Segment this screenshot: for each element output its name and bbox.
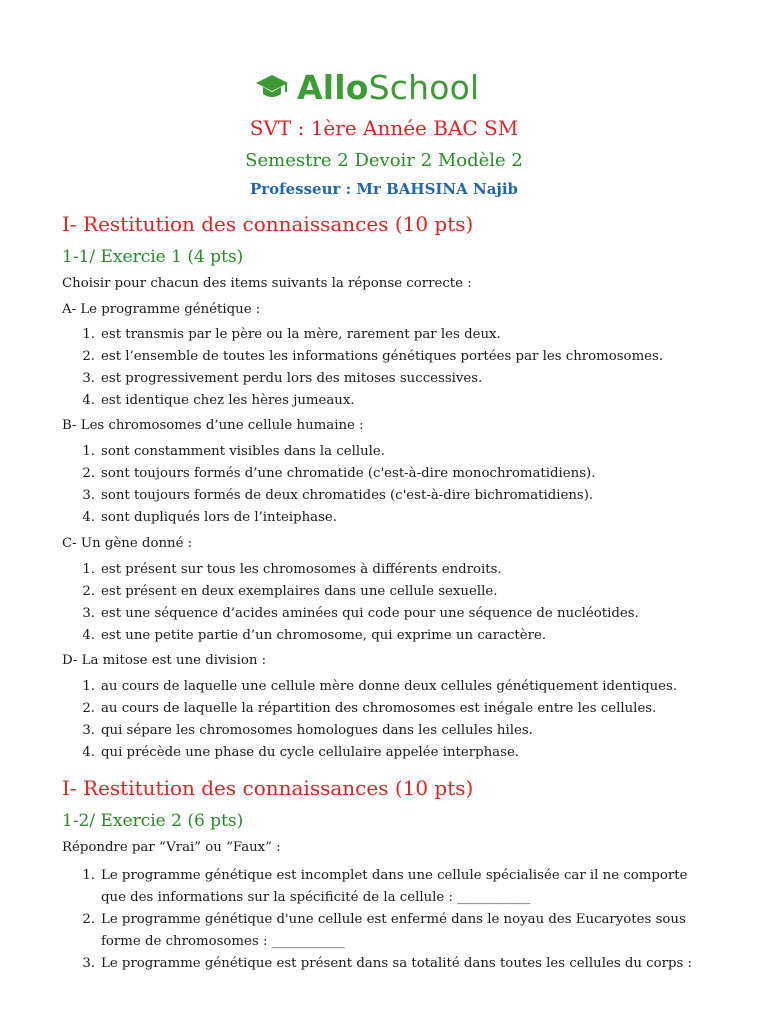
list-item: 2. sont toujours formés d’une chromatide (c'est-à-dire monochromatidiens). [82,466,596,481]
section-heading: I- Restitution des connaissances (10 pts) [62,212,474,236]
list-item: 1. est présent sur tous les chromosomes à différents endroits. [82,562,502,577]
list-item: 1. Le programme génétique est incomplet dans une cellule spécialisée car il ne comporte que des informations sur la spécificité de la cellule : ___________ [82,868,688,905]
options-list [62,441,722,529]
question-prompt: D- La mitose est une division : [62,653,267,668]
instruction-text: Répondre par “Vrai” ou “Faux” : [62,840,281,855]
professor-name: Professeur : Mr BAHSINA Najib [249,180,519,198]
list-item: 3. est progressivement perdu lors des mitoses successives. [82,371,483,386]
alloschool-logo[interactable] [255,64,479,110]
options-list [62,676,722,764]
true-false-list [62,865,722,975]
section-heading: I- Restitution des connaissances (10 pts) [62,776,474,800]
list-item: 2. est présent en deux exemplaires dans une cellule sexuelle. [82,584,498,599]
options-list [62,559,722,647]
brand-name: AlloSchool [297,67,480,107]
question-prompt: B- Les chromosomes d’une cellule humaine : [62,418,364,433]
exercise-title: 1-1/ Exercie 1 (4 pts) [62,247,244,267]
list-item: 2. Le programme génétique d'une cellule est enfermé dans le noyau des Eucaryotes sous forme de chromosomes : ___________ [82,912,686,949]
list-item: 1. sont constamment visibles dans la cellule. [82,444,386,459]
list-item: 1. est transmis par le père ou la mère, rarement par les deux. [82,327,501,342]
question-prompt: A- Le programme génétique : [62,302,261,317]
document-title: SVT : 1ère Année BAC SM [249,116,519,140]
options-list [62,324,722,412]
list-item: 4. sont dupliqués lors de l’inteiphase. [82,510,338,525]
list-item: 3. est une séquence d’acides aminées qui code pour une séquence de nucléotides. [82,606,639,621]
instruction-text: Choisir pour chacun des items suivants la réponse correcte : [62,276,472,291]
list-item: 1. au cours de laquelle une cellule mère donne deux cellules génétiquement identiques. [82,679,678,694]
question-prompt: C- Un gène donné : [62,536,193,551]
list-item: 2. au cours de laquelle la répartition des chromosomes est inégale entre les cellules. [82,701,657,716]
list-item: 3. Le programme génétique est présent dans sa totalité dans toutes les cellules du corps : [82,956,693,971]
list-item: 3. qui sépare les chromosomes homologues dans les cellules hiles. [82,723,533,738]
list-item: 3. sont toujours formés de deux chromatides (c'est-à-dire bichromatidiens). [82,488,594,503]
list-item: 4. qui précède une phase du cycle cellulaire appelée interphase. [82,745,520,760]
graduation-cap-icon [255,72,289,102]
list-item: 2. est l’ensemble de toutes les informations génétiques portées par les chromosomes. [82,349,664,364]
list-item: 4. est identique chez les hères jumeaux. [82,393,355,408]
document-subtitle: Semestre 2 Devoir 2 Modèle 2 [245,150,523,171]
list-item: 4. est une petite partie d’un chromosome, qui exprime un caractère. [82,628,547,643]
exercise-title: 1-2/ Exercie 2 (6 pts) [62,811,244,831]
